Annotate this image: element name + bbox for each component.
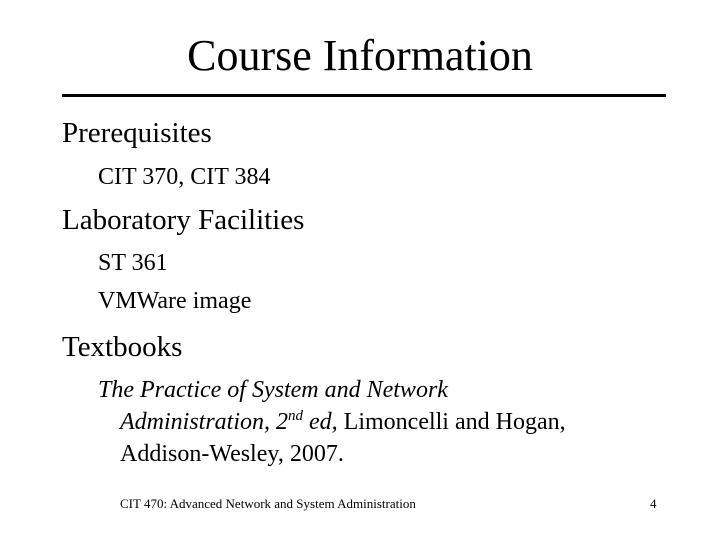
textbook-citation bbox=[98, 374, 698, 470]
prerequisites-item: CIT 370, CIT 384 bbox=[98, 164, 271, 190]
textbook-publisher: Addison-Wesley, 2007. bbox=[120, 441, 344, 467]
heading-prerequisites: Prerequisites bbox=[62, 117, 212, 149]
textbook-title-line2: Administration, 2 bbox=[120, 409, 289, 435]
lab-item-room: ST 361 bbox=[98, 250, 168, 276]
slide-title: Course Information bbox=[187, 31, 533, 80]
lab-item-vmware: VMWare image bbox=[98, 288, 252, 314]
page-number: 4 bbox=[650, 496, 657, 511]
edition-superscript: nd bbox=[288, 408, 304, 424]
textbook-authors: Limoncelli and Hogan, bbox=[337, 409, 566, 435]
edition-suffix: ed, bbox=[303, 409, 338, 435]
textbook-title-line1: The Practice of System and Network bbox=[98, 377, 448, 403]
heading-laboratory-facilities: Laboratory Facilities bbox=[62, 204, 305, 236]
heading-textbooks: Textbooks bbox=[62, 331, 183, 363]
title-rule bbox=[62, 94, 666, 97]
footer-course-name: CIT 470: Advanced Network and System Administration bbox=[120, 496, 416, 511]
